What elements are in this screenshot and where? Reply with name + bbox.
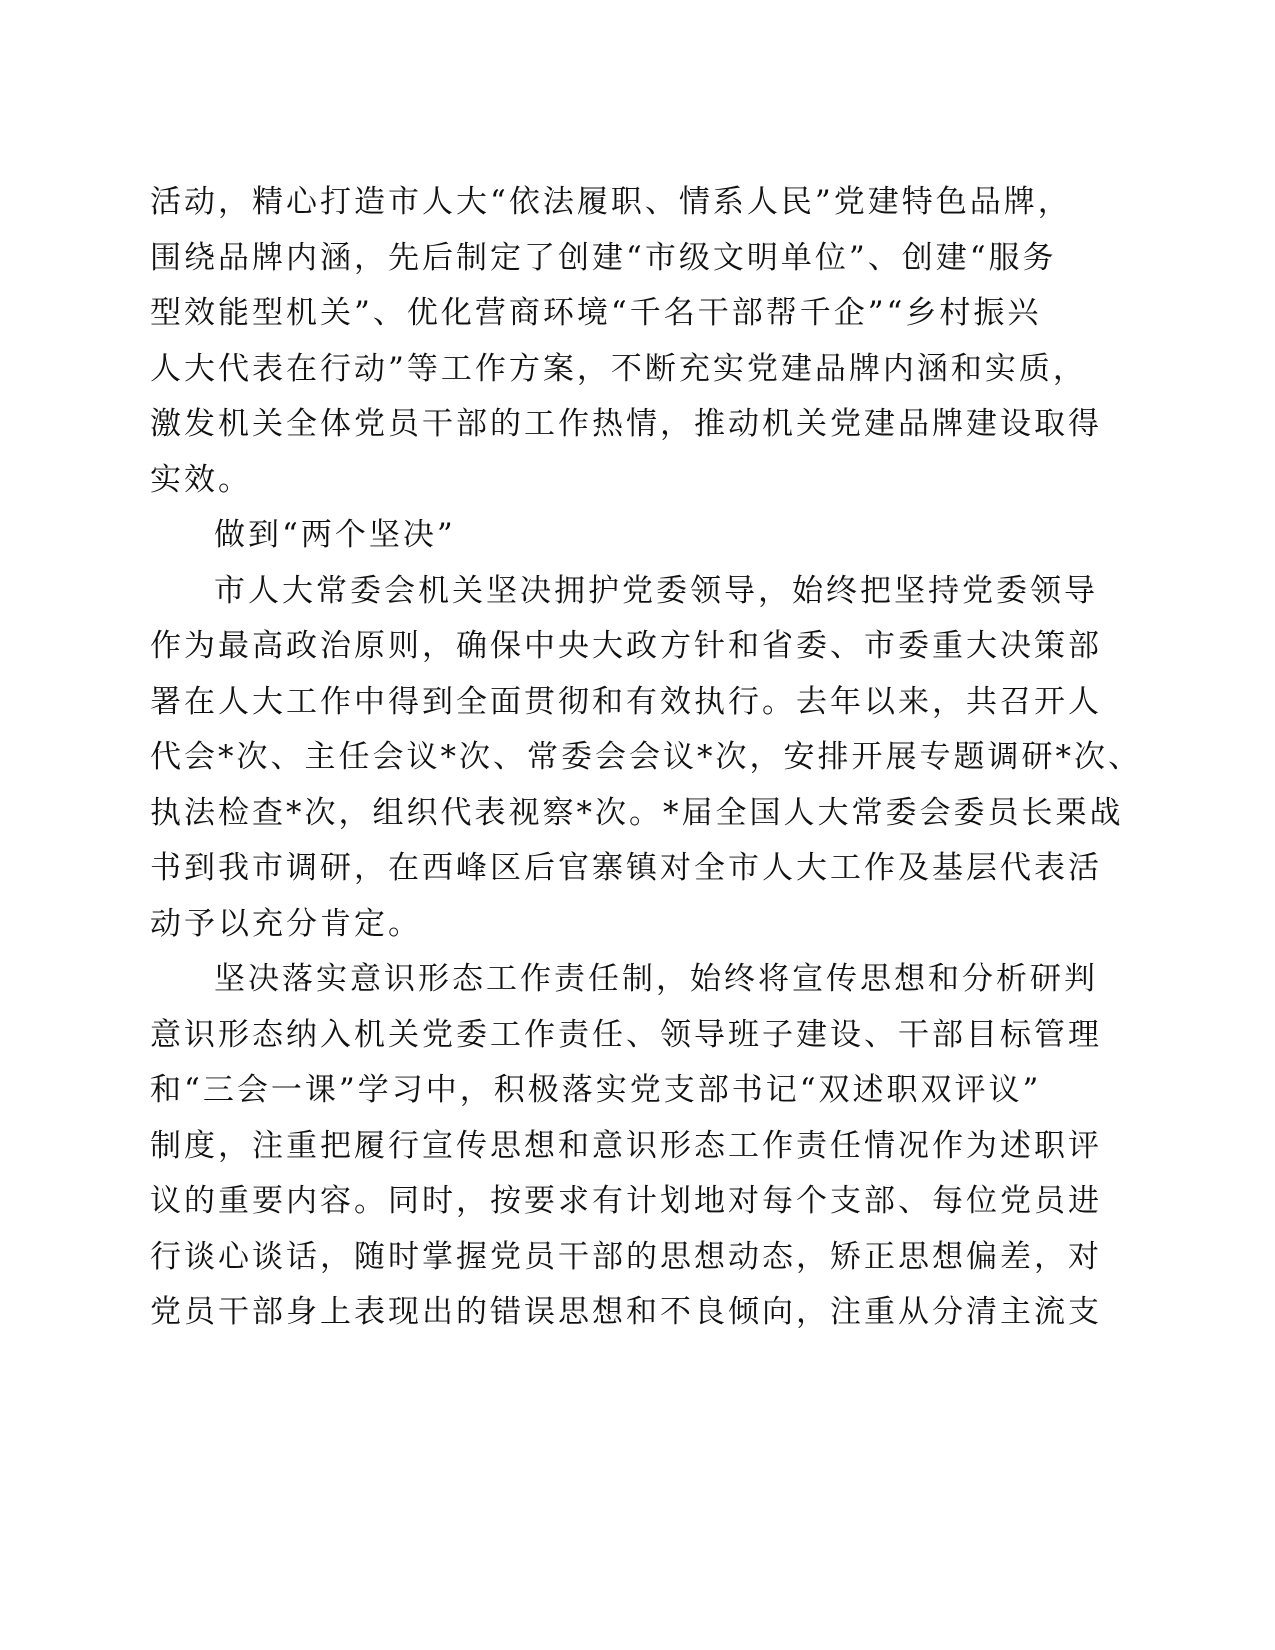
text-line: 作为最高政治原则，确保中央大政方针和省委、市委重大决策部 (150, 628, 1102, 664)
text-line: 坚决落实意识形态工作责任制，始终将宣传思想和分析研判 (214, 961, 1098, 997)
text-line: 型效能型机关”、优化营商环境“千名干部帮千企”“乡村振兴 (150, 295, 1042, 331)
text-line: 实效。 (150, 461, 252, 498)
text-line: 署在人大工作中得到全面贯彻和有效执行。去年以来，共召开人 (150, 683, 1102, 720)
text-line: 围绕品牌内涵，先后制定了创建“市级文明单位”、创建“服务 (150, 239, 1057, 276)
text-line: 激发机关全体党员干部的工作热情，推动机关党建品牌建设取得 (150, 406, 1102, 442)
text-line: 议的重要内容。同时，按要求有计划地对每个支部、每位党员进 (150, 1183, 1102, 1219)
document-body (150, 175, 1142, 1341)
text-line: 意识形态纳入机关党委工作责任、领导班子建设、干部目标管理 (150, 1016, 1102, 1053)
text-line: 人大代表在行动”等工作方案，不断充实党建品牌内涵和实质， (150, 350, 1087, 387)
text-line: 制度，注重把履行宣传思想和意识形态工作责任情况作为述职评 (150, 1127, 1102, 1164)
text-line: 代会*次、主任会议*次、常委会会议*次，安排开展专题调研*次、 (150, 739, 1142, 775)
text-line: 书到我市调研，在西峰区后官寨镇对全市人大工作及基层代表活 (150, 850, 1102, 886)
section-heading: 做到“两个坚决” (214, 517, 456, 553)
text-line: 动予以充分肯定。 (150, 905, 422, 942)
text-line: 市人大常委会机关坚决拥护党委领导，始终把坚持党委领导 (214, 572, 1098, 609)
text-line: 活动，精心打造市人大“依法履职、情系人民”党建特色品牌， (150, 184, 1072, 220)
text-line: 党员干部身上表现出的错误思想和不良倾向，注重从分清主流支 (150, 1294, 1102, 1330)
text-line: 和“三会一课”学习中，积极落实党支部书记“双述职双评议” (150, 1072, 1042, 1108)
text-line: 执法检查*次，组织代表视察*次。*届全国人大常委会委员长栗战 (150, 794, 1124, 831)
text-line: 行谈心谈话，随时掌握党员干部的思想动态，矫正思想偏差，对 (150, 1238, 1102, 1275)
